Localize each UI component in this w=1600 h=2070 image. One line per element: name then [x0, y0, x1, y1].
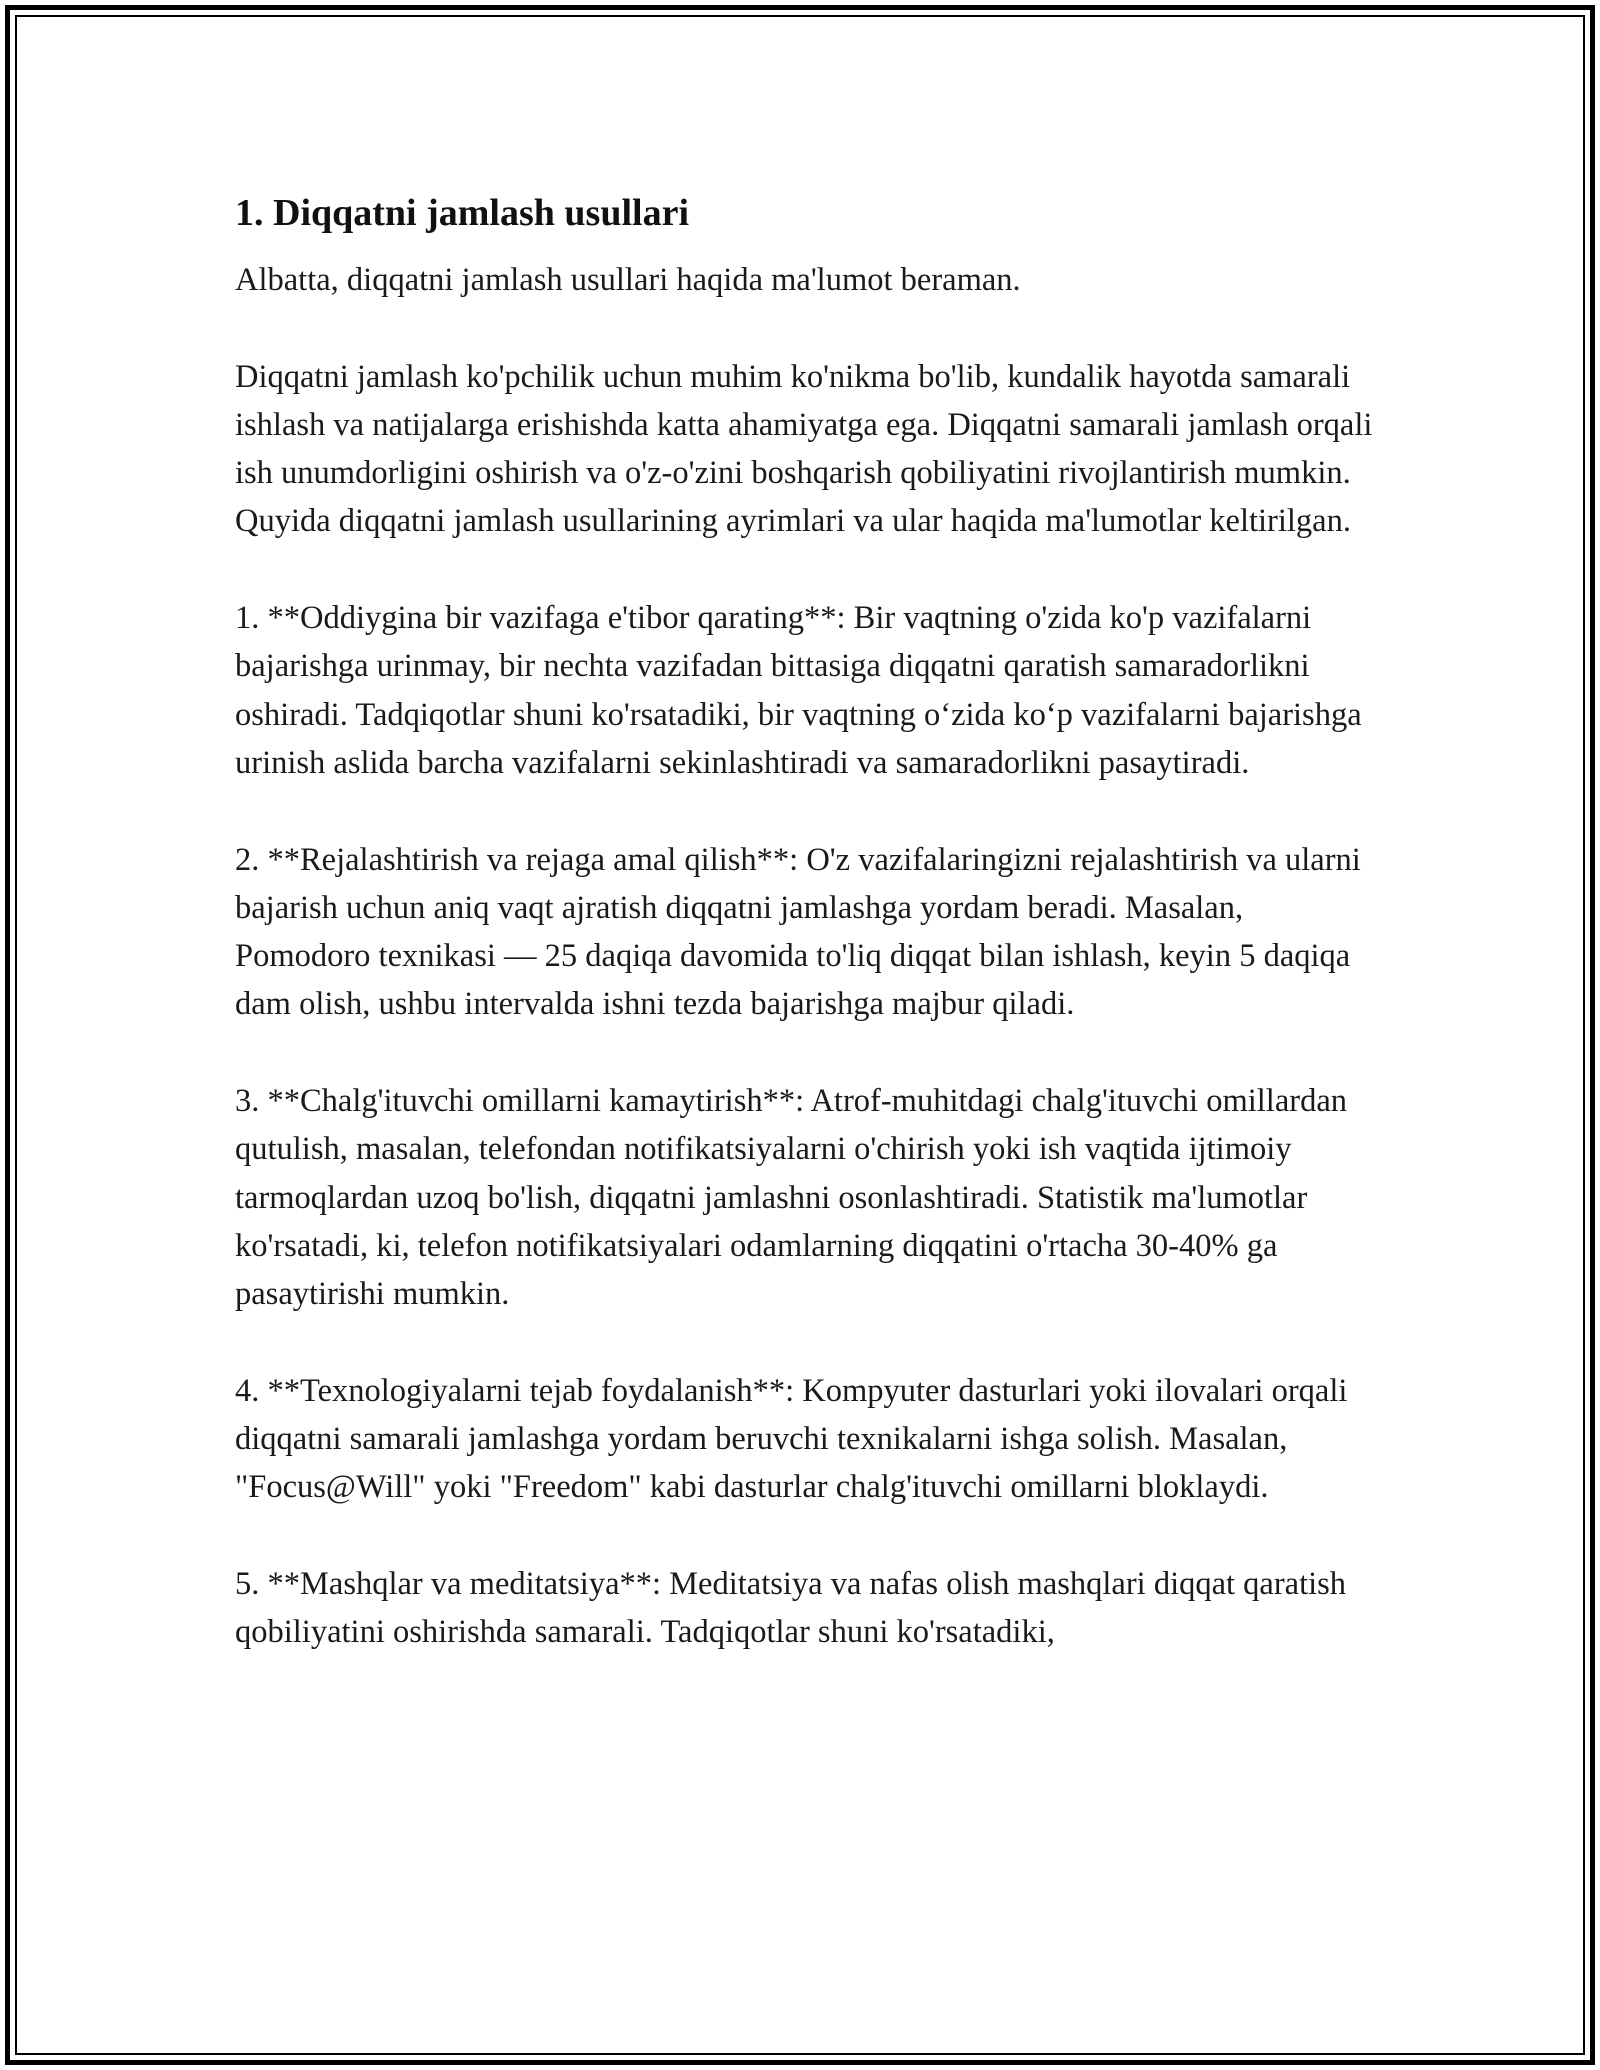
method-1-paragraph: 1. **Oddiygina bir vazifaga e'tibor qarating**: Bir vaqtning o'zida ko'p vazifalarni bajarishga urinmay, bir nechta vazifadan bittasiga diqqatni qaratish samaradorlikni oshiradi. Tadqiqotlar shuni ko'rsatadiki, bir vaqtning o‘zida ko‘p vazifalarni bajarishga urinish aslida barcha vazifalarni sekinlashtiradi va samaradorlikni pasaytiradi. [235, 600, 1362, 781]
document-body [235, 190, 1375, 1657]
method-3-paragraph: 3. **Chalg'ituvchi omillarni kamaytirish**: Atrof-muhitdagi chalg'ituvchi omillardan qutulish, masalan, telefondan notifikatsiyalarni o'chirish yoki ish vaqtida ijtimoiy tarmoqlardan uzoq bo'lish, diqqatni jamlashni osonlashtiradi. Statistik ma'lumotlar ko'rsatadi, ki, telefon notifikatsiyalari odamlarning diqqatini o'rtacha 30-40% ga pasaytirishi mumkin. [235, 1083, 1347, 1313]
method-2-paragraph: 2. **Rejalashtirish va rejaga amal qilish**: O'z vazifalaringizni rejalashtirish va ularni bajarish uchun aniq vaqt ajratish diqqatni jamlashga yordam beradi. Masalan, Pomodoro texnikasi — 25 daqiqa davomida to'liq diqqat bilan ishlash, keyin 5 daqiqa dam olish, ushbu intervalda ishni tezda bajarishga majbur qiladi. [235, 841, 1361, 1023]
method-4-paragraph: 4. **Texnologiyalarni tejab foydalanish**: Kompyuter dasturlari yoki ilovalari orqali diqqatni samarali jamlashga yordam beruvchi texnikalarni ishga solish. Masalan, "Focus@Will" yoki "Freedom" kabi dasturlar chalg'ituvchi omillarni bloklaydi. [235, 1372, 1348, 1506]
method-5-paragraph: 5. **Mashqlar va meditatsiya**: Meditatsiya va nafas olish mashqlari diqqat qaratish qobiliyatini oshirishda samarali. Tadqiqotlar shuni ko'rsatadiki, [235, 1566, 1347, 1651]
overview-paragraph: Diqqatni jamlash ko'pchilik uchun muhim ko'nikma bo'lib, kundalik hayotda samarali ishlash va natijalarga erishishda katta ahamiyatga ega. Diqqatni samarali jamlash orqali ish unumdorligini oshirish va o'z-o'zini boshqarish qobiliyatini rivojlantirish mumkin. Quyida diqqatni jamlash usullarining ayrimlari va ular haqida ma'lumotlar keltirilgan. [235, 358, 1373, 540]
intro-paragraph: Albatta, diqqatni jamlash usullari haqida ma'lumot beraman. [235, 262, 1021, 298]
section-heading: 1. Diqqatni jamlash usullari [235, 192, 689, 234]
